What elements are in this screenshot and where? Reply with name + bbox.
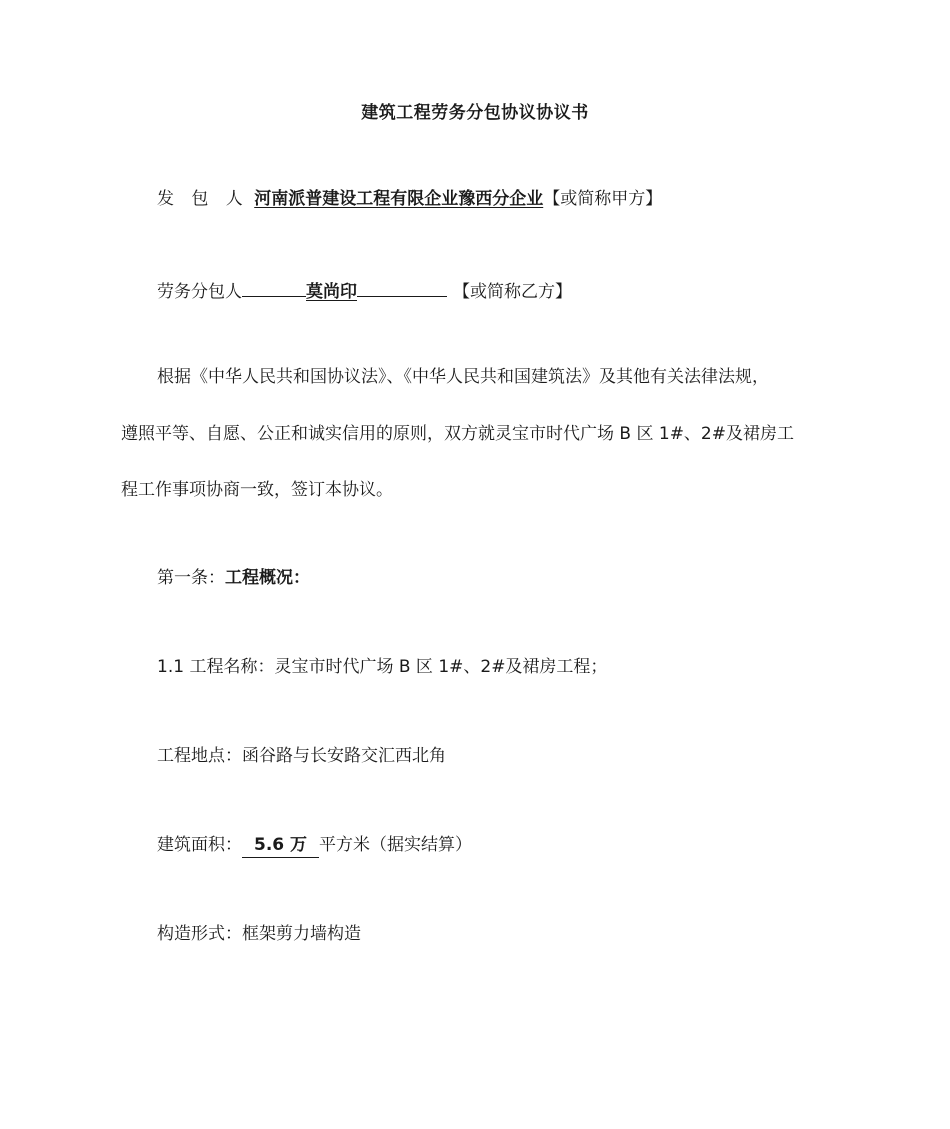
subcontractor-blank-left: [242, 276, 306, 297]
building-area-label: 建筑面积：: [157, 835, 242, 855]
preamble-line-2: 遵照平等、自愿、公正和诚实信用的原则，双方就灵宝市时代广场 B 区 1#、2#及裙房工: [121, 424, 794, 444]
subcontractor-name: 莫尚印: [306, 282, 357, 302]
article-1-title: 工程概况：: [225, 568, 310, 588]
document-title: 建筑工程劳务分包协议协议书: [361, 103, 589, 123]
project-location-line: 工程地点：函谷路与长安路交汇西北角: [157, 746, 446, 766]
preamble-line-3: 程工作事项协商一致，签订本协议。: [121, 480, 393, 500]
subcontractor-suffix: 【或简称乙方】: [453, 282, 572, 302]
employer-label: 发 包 人: [157, 189, 249, 209]
building-area-value: 5.6 万: [242, 833, 319, 858]
article-1-prefix: 第一条：: [157, 568, 225, 588]
employer-name: 河南派普建设工程有限企业豫西分企业: [254, 189, 544, 209]
article-1-heading: [157, 566, 310, 590]
subcontractor-blank-right: [357, 276, 447, 297]
subcontractor-label: 劳务分包人: [157, 282, 242, 302]
structure-type-line: 构造形式：框架剪力墙构造: [157, 924, 361, 944]
employer-suffix: 【或简称甲方】: [543, 189, 663, 209]
building-area-line: [157, 833, 472, 858]
preamble-line-1: 根据《中华人民共和国协议法》、《中华人民共和国建筑法》及其他有关法律法规，: [157, 367, 769, 387]
subcontractor-line: [157, 276, 572, 304]
project-name-line: 1.1 工程名称：灵宝市时代广场 B 区 1#、2#及裙房工程；: [157, 657, 608, 677]
employer-line: [157, 187, 662, 211]
building-area-unit: 平方米（据实结算）: [319, 835, 473, 855]
